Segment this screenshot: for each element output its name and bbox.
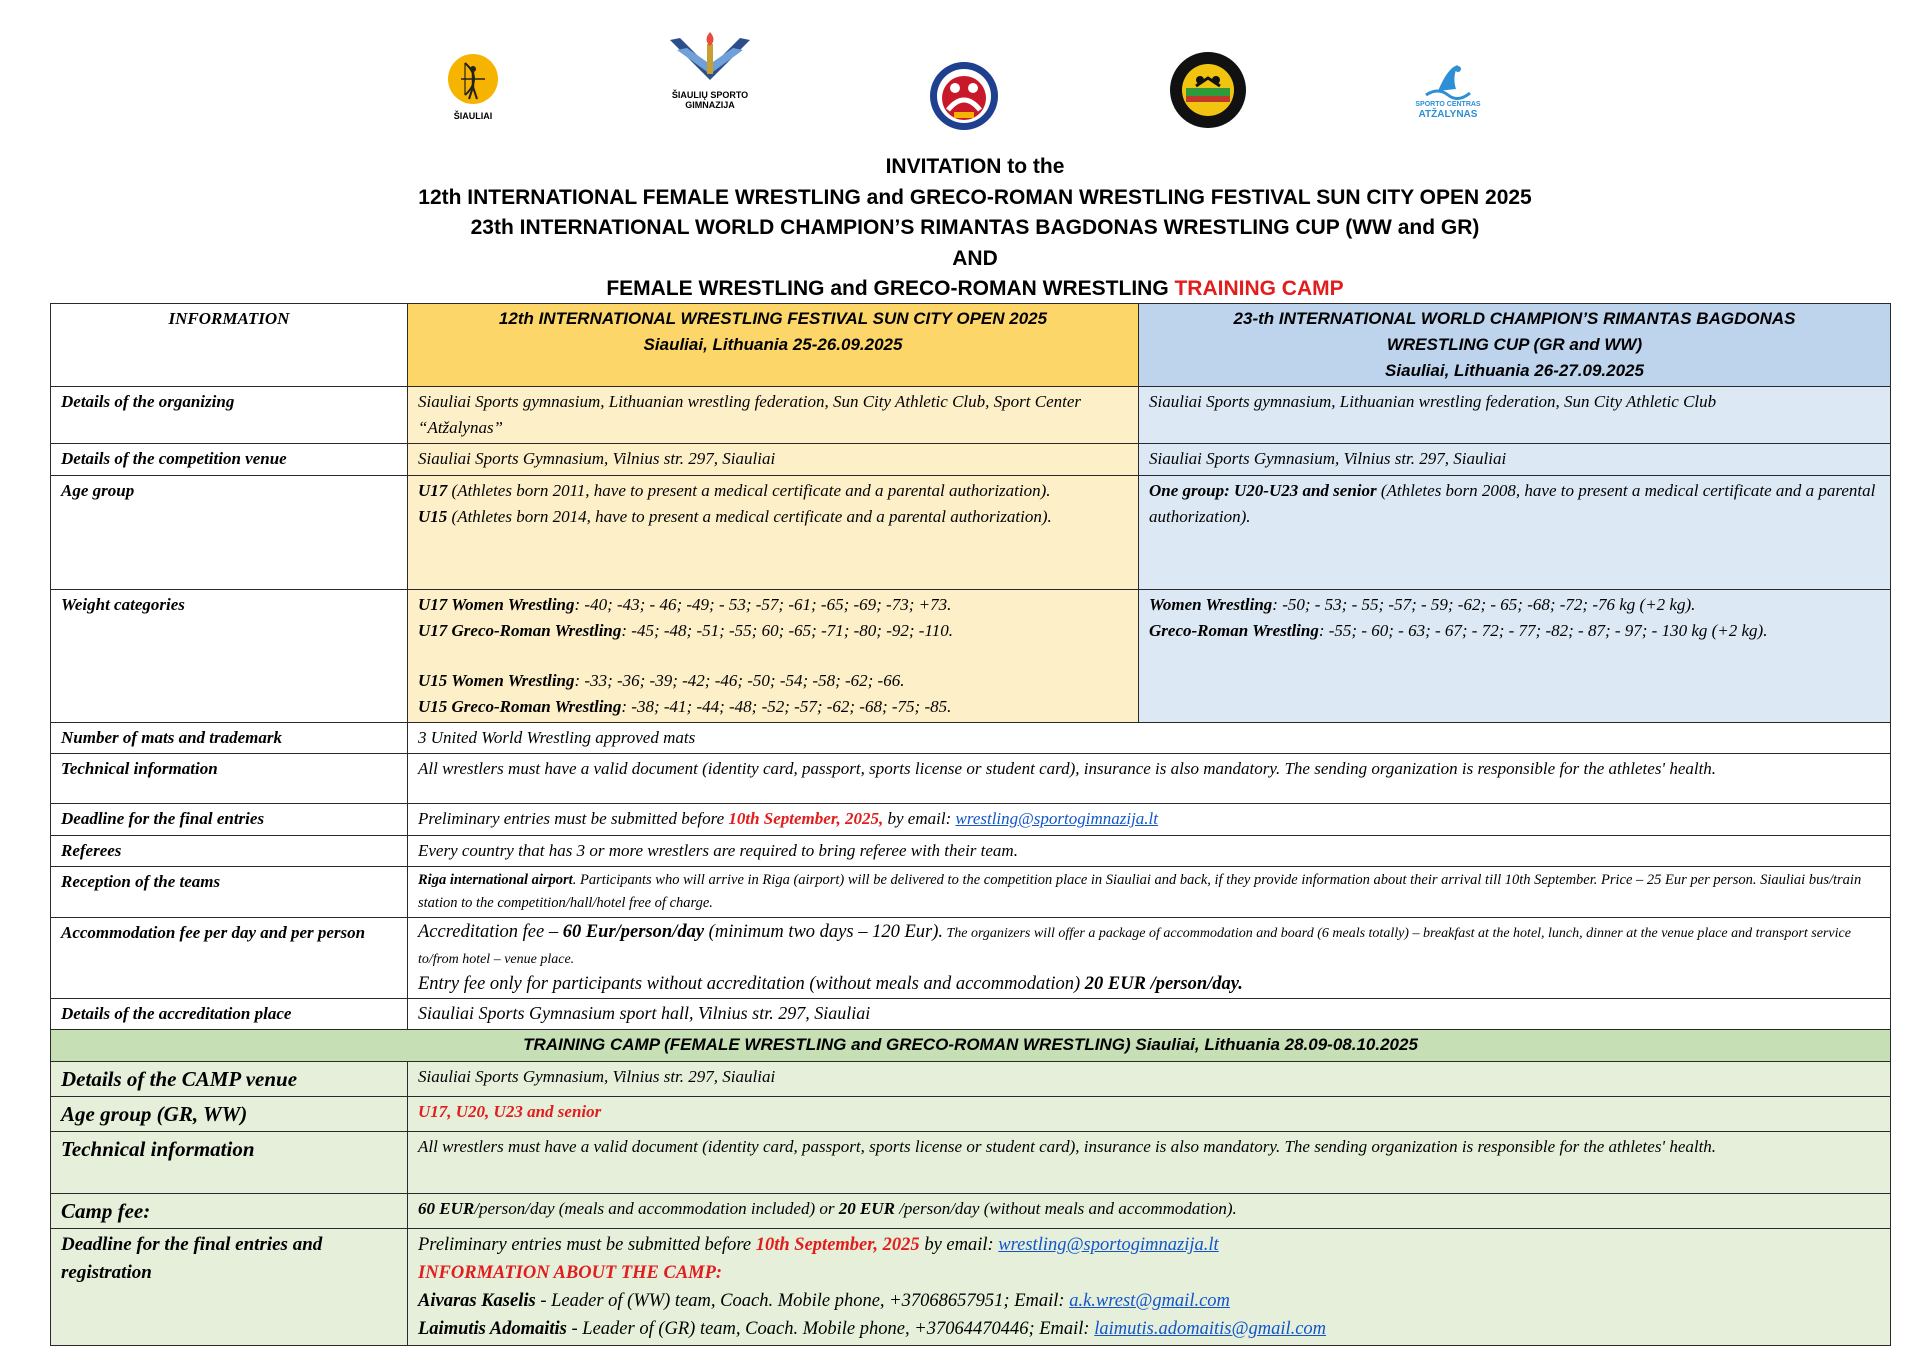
swimmer-wave-icon <box>1418 63 1478 103</box>
row-label-deadline: Deadline for the final entries <box>51 804 408 836</box>
siauliu-sporto-gimnazija-logo <box>665 30 755 110</box>
wrestling-federation-logo <box>928 60 1000 137</box>
row-label-camp-venue: Details of the CAMP venue <box>51 1062 408 1097</box>
sun-wrestlers-icon <box>1168 50 1248 130</box>
information-table <box>50 303 1891 1346</box>
table-row <box>51 754 1891 804</box>
referees-value: Every country that has 3 or more wrestlers are required to bring referee with their team. <box>408 836 1891 867</box>
training-camp-highlight: TRAINING CAMP <box>1174 277 1344 300</box>
title-line-1: INVITATION to the <box>885 155 1065 178</box>
row-label-referees: Referees <box>51 836 408 867</box>
row-label-camp-age: Age group (GR, WW) <box>51 1097 408 1132</box>
accommodation-value: Accreditation fee – 60 Eur/person/day (minimum two days – 120 Eur). The organizers will offer a package of accommodation and board (6 meals totally) – breakfast at the hotel, lunch, dinner at the venue place and transport service to/from hotel – venue place. Entry fee only for participants without accreditation (without meals and accommodation) 20 EUR /person/day. <box>408 918 1891 999</box>
table-row <box>51 387 1891 444</box>
venue-bagdonas: Siauliai Sports Gymnasium, Vilnius str. 297, Siauliai <box>1139 444 1891 476</box>
title-line-2: 12th INTERNATIONAL FEMALE WRESTLING and GRECO-ROMAN WRESTLING FESTIVAL SUN CITY OPEN 2025 <box>418 185 1532 209</box>
table-row <box>51 836 1891 867</box>
row-label-mats: Number of mats and trademark <box>51 723 408 754</box>
gym-logo-caption: ŠIAULIŲ SPORTO GIMNAZIJA <box>671 90 749 110</box>
contact-laimutis: Laimutis Adomaitis - Leader of (GR) team, Coach. Mobile phone, +37064470446; Email: laimutis.adomaitis@gmail.com <box>418 1319 1327 1339</box>
camp-info-heading: INFORMATION ABOUT THE CAMP: <box>418 1263 723 1283</box>
mats-value: 3 United World Wrestling approved mats <box>408 723 1891 754</box>
laimutis-email-link[interactable]: laimutis.adomaitis@gmail.com <box>1094 1319 1327 1339</box>
row-label-organizing: Details of the organizing <box>51 387 408 444</box>
camp-age-value: U17, U20, U23 and senior <box>408 1097 1891 1132</box>
archer-sun-icon <box>443 53 503 115</box>
table-row <box>51 590 1891 723</box>
table-row <box>51 444 1891 476</box>
deadline-value: Preliminary entries must be submitted before 10th September, 2025, by email: wrestling@sportogimnazija.lt <box>408 804 1891 836</box>
table-row <box>51 1062 1891 1097</box>
title-line-5: FEMALE WRESTLING and GRECO-ROMAN WRESTLING TRAINING CAMP <box>606 277 1344 300</box>
bagdonas-cup-header: 23-th INTERNATIONAL WORLD CHAMPION’S RIMANTAS BAGDONAS WRESTLING CUP (GR and WW) Siauliai, Lithuania 26-27.09.2025 <box>1139 304 1891 387</box>
invitation-title <box>0 152 1920 305</box>
age-group-sun-city: U17 (Athletes born 2011, have to present a medical certificate and a parental authorization). U15 (Athletes born 2014, have to present a medical certificate and a parental authorization). <box>408 476 1139 590</box>
title-line-3: 23th INTERNATIONAL WORLD CHAMPION’S RIMANTAS BAGDONAS WRESTLING CUP (WW and GR) <box>470 216 1480 239</box>
aivaras-email-link[interactable]: a.k.wrest@gmail.com <box>1069 1291 1230 1311</box>
weights-sun-city: U17 Women Wrestling: -40; -43; - 46; -49; - 53; -57; -61; -65; -69; -73; +73. U17 Greco-Roman Wrestling: -45; -48; -51; -55; 60; -65; -71; -80; -92; -110. U15 Women Wrestling: -33; -36; -39; -42; -46; -50; -54; -58; -62; -66. U15 Greco-Roman Wrestling: -38; -41; -44; -48; -52; -57; -62; -68; -75; -85. <box>408 590 1139 723</box>
organizing-bagdonas: Siauliai Sports gymnasium, Lithuanian wrestling federation, Sun City Athletic Club <box>1139 387 1891 444</box>
training-camp-header: TRAINING CAMP (FEMALE WRESTLING and GRECO-ROMAN WRESTLING) Siauliai, Lithuania 28.09-08.10.2025 <box>51 1030 1891 1062</box>
row-label-accreditation: Details of the accreditation place <box>51 999 408 1030</box>
atzalynas-logo-caption: SPORTO CENTRAS ATŽALYNAS <box>1415 101 1481 120</box>
table-row <box>51 918 1891 999</box>
row-label-weight-categories: Weight categories <box>51 590 408 723</box>
technical-value: All wrestlers must have a valid document (identity card, passport, sports license or student card), insurance is also mandatory. The sending organization is responsible for the athletes' health. <box>408 754 1891 804</box>
row-label-camp-deadline: Deadline for the final entries and registration <box>51 1229 408 1346</box>
atzalynas-logo <box>1415 63 1481 120</box>
row-label-venue: Details of the competition venue <box>51 444 408 476</box>
row-label-camp-technical: Technical information <box>51 1132 408 1194</box>
reception-value: Riga international airport. Participants who will arrive in Riga (airport) will be delivered to the competition place in Siauliai and back, if they provide information about their arrival till 10th September. Price – 25 Eur per person. Siauliai bus/train station to the competition/hall/hotel free of charge. <box>408 867 1891 918</box>
row-label-accommodation: Accommodation fee per day and per person <box>51 918 408 999</box>
logos-row <box>0 28 1920 138</box>
table-row <box>51 723 1891 754</box>
table-row <box>51 804 1891 836</box>
contact-aivaras: Aivaras Kaselis - Leader of (WW) team, Coach. Mobile phone, +37068657951; Email: a.k.wrest@gmail.com <box>418 1291 1230 1311</box>
information-header: INFORMATION <box>51 304 408 387</box>
row-label-reception: Reception of the teams <box>51 867 408 918</box>
row-label-age-group: Age group <box>51 476 408 590</box>
table-row <box>51 999 1891 1030</box>
table-row <box>51 1097 1891 1132</box>
venue-sun-city: Siauliai Sports Gymnasium, Vilnius str. 297, Siauliai <box>408 444 1139 476</box>
table-header-row <box>51 304 1891 387</box>
table-row <box>51 1194 1891 1229</box>
siauliai-logo <box>443 53 503 120</box>
row-label-technical: Technical information <box>51 754 408 804</box>
age-group-bagdonas: One group: U20-U23 and senior (Athletes born 2008, have to present a medical certificate and a parental authorization). <box>1139 476 1891 590</box>
table-row <box>51 1229 1891 1346</box>
wrestlers-emblem-icon <box>928 60 1000 132</box>
camp-fee-value: 60 EUR/person/day (meals and accommodation included) or 20 EUR /person/day (without meals and accommodation). <box>408 1194 1891 1229</box>
table-row <box>51 1132 1891 1194</box>
sun-city-open-header: 12th INTERNATIONAL WRESTLING FESTIVAL SUN CITY OPEN 2025 Siauliai, Lithuania 25-26.09.2025 <box>408 304 1139 387</box>
winged-torch-icon <box>665 30 755 90</box>
training-camp-header-row <box>51 1030 1891 1062</box>
deadline-date: 10th September, 2025, <box>728 809 884 828</box>
siauliai-logo-caption: ŠIAULIAI <box>453 111 493 121</box>
deadline-email-link[interactable]: wrestling@sportogimnazija.lt <box>955 809 1159 828</box>
weights-bagdonas: Women Wrestling: -50; - 53; - 55; -57; - 59; -62; - 65; -68; -72; -76 kg (+2 kg). Greco-Roman Wrestling: -55; - 60; - 63; - 67; - 72; - 77; -82; - 87; - 97; - 130 kg (+2 kg). <box>1139 590 1891 723</box>
row-label-camp-fee: Camp fee: <box>51 1194 408 1229</box>
camp-technical-value: All wrestlers must have a valid document (identity card, passport, sports license or student card), insurance is also mandatory. The sending organization is responsible for the athletes' health. <box>408 1132 1891 1194</box>
camp-email-link[interactable]: wrestling@sportogimnazija.lt <box>998 1235 1219 1255</box>
organizing-sun-city: Siauliai Sports gymnasium, Lithuanian wrestling federation, Sun City Athletic Club, Sport Center “Atžalynas” <box>408 387 1139 444</box>
sun-city-club-logo <box>1168 50 1248 135</box>
camp-deadline-value: Preliminary entries must be submitted before 10th September, 2025 by email: wrestling@sportogimnazija.lt INFORMATION ABOUT THE CAMP: Aivaras Kaselis - Leader of (WW) team, Coach. Mobile phone, +37068657951; Email: a.k.wrest@gmail.com Laimutis Adomaitis - Leader of (GR) team, Coach. Mobile phone, +37064470446; Email: laimutis.adomaitis@gmail.com <box>408 1229 1891 1346</box>
accreditation-value: Siauliai Sports Gymnasium sport hall, Vilnius str. 297, Siauliai <box>408 999 1891 1030</box>
table-row <box>51 476 1891 590</box>
title-line-4: AND <box>952 246 998 270</box>
table-row <box>51 867 1891 918</box>
camp-venue-value: Siauliai Sports Gymnasium, Vilnius str. 297, Siauliai <box>408 1062 1891 1097</box>
